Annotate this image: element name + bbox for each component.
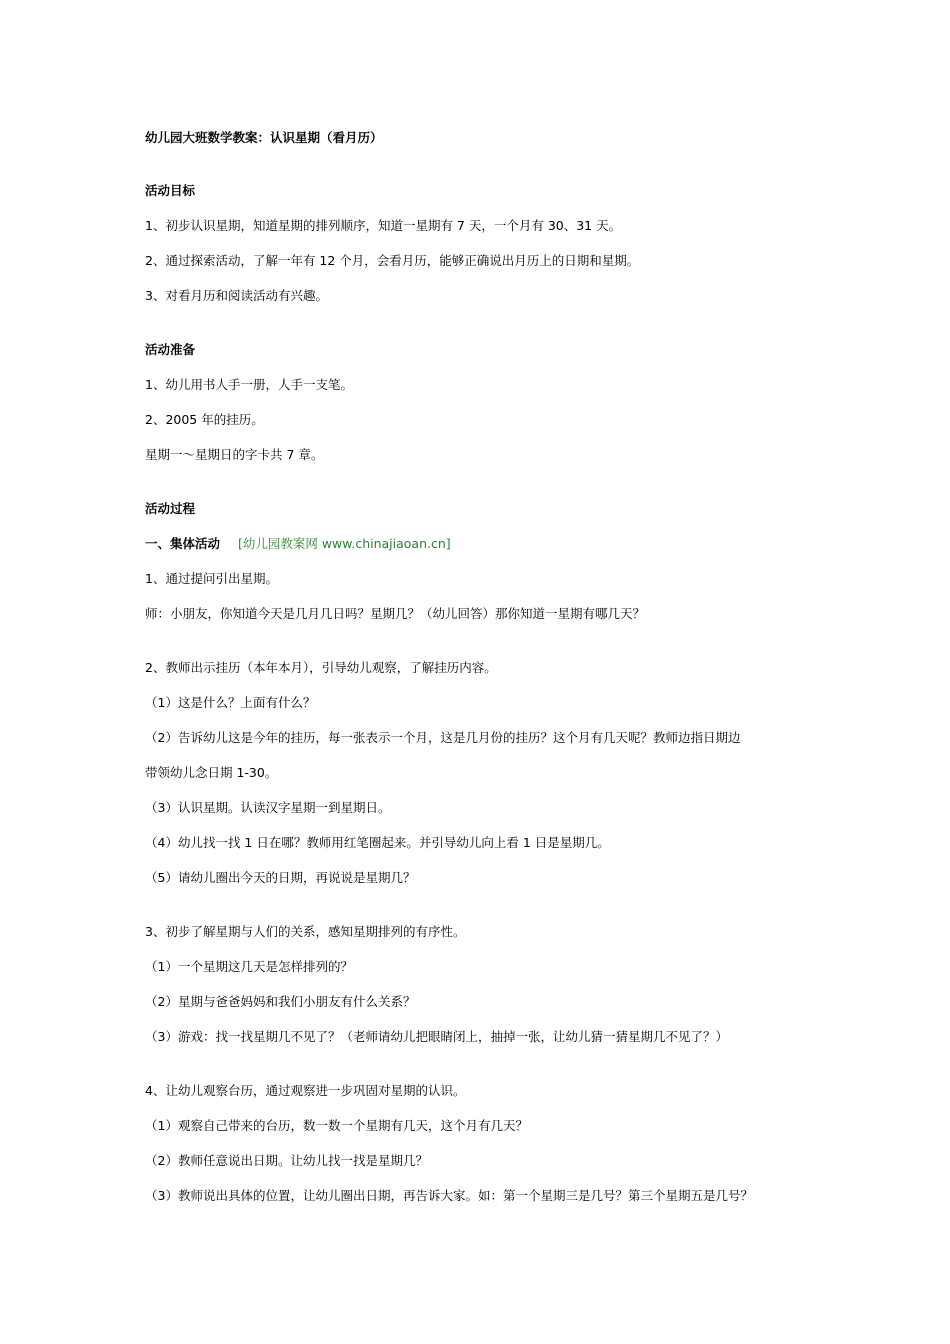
step2-question-4: （4）幼儿找一找 1 日在哪？教师用红笔圈起来。并引导幼儿向上看 1 日是星期几。	[145, 835, 610, 850]
group-activity-label: 一、集体活动	[145, 536, 221, 551]
process-step-2: 2、教师出示挂历（本年本月），引导幼儿观察，了解挂历内容。	[145, 660, 497, 675]
section-heading-process: 活动过程	[145, 501, 196, 516]
step2-question-3: （3）认识星期。认读汉字星期一到星期日。	[145, 800, 391, 815]
goal-item-3: 3、对看月历和阅读活动有兴趣。	[145, 288, 328, 303]
step2-question-5: （5）请幼儿圈出今天的日期，再说说是星期几？	[145, 870, 416, 885]
prep-item-3: 星期一～星期日的字卡共 7 章。	[145, 447, 324, 462]
step3-question-1: （1）一个星期这几天是怎样排列的？	[145, 959, 353, 974]
step2-question-2-line2: 带领幼儿念日期 1-30。	[145, 765, 278, 780]
step2-question-1: （1）这是什么？上面有什么？	[145, 695, 316, 710]
step3-question-3: （3）游戏：找一找星期几不见了？（老师请幼儿把眼睛闭上，抽掉一张，让幼儿猜一猜星期几不见了？）	[145, 1029, 728, 1044]
step4-question-2: （2）教师任意说出日期。让幼儿找一找是星期几？	[145, 1153, 428, 1168]
step4-question-3: （3）教师说出具体的位置，让幼儿圈出日期，再告诉大家。如：第一个星期三是几号？第三个星期五是几号？	[145, 1188, 753, 1203]
prep-item-2: 2、2005 年的挂历。	[145, 412, 264, 427]
process-step-1: 1、通过提问引出星期。	[145, 571, 278, 586]
step2-question-2-line1: （2）告诉幼儿这是今年的挂历，每一张表示一个月，这是几月份的挂历？这个月有几天呢？教师边指日期边	[145, 730, 741, 745]
goal-item-2: 2、通过探索活动，了解一年有 12 个月，会看月历，能够正确说出月历上的日期和星期。	[145, 253, 640, 268]
section-heading-prep: 活动准备	[145, 342, 196, 357]
step3-question-2: （2）星期与爸爸妈妈和我们小朋友有什么关系？	[145, 994, 416, 1009]
process-step-3: 3、初步了解星期与人们的关系，感知星期排列的有序性。	[145, 924, 466, 939]
step4-question-1: （1）观察自己带来的台历，数一数一个星期有几天，这个月有几天？	[145, 1118, 528, 1133]
process-step-4: 4、让幼儿观察台历，通过观察进一步巩固对星期的认识。	[145, 1083, 466, 1098]
document-title: 幼儿园大班数学教案：认识星期（看月历）	[145, 130, 383, 145]
goal-item-1: 1、初步认识星期，知道星期的排列顺序，知道一星期有 7 天，一个月有 30、31 天。	[145, 218, 622, 233]
group-activity-line	[145, 536, 451, 552]
prep-item-1: 1、幼儿用书人手一册，人手一支笔。	[145, 377, 353, 392]
section-heading-goals: 活动目标	[145, 183, 196, 198]
teacher-question: 师：小朋友，你知道今天是几月几日吗？星期几？（幼儿回答）那你知道一星期有哪几天？	[145, 606, 646, 621]
source-link[interactable]: [幼儿园教案网 www.chinajiaoan.cn]	[237, 536, 451, 551]
